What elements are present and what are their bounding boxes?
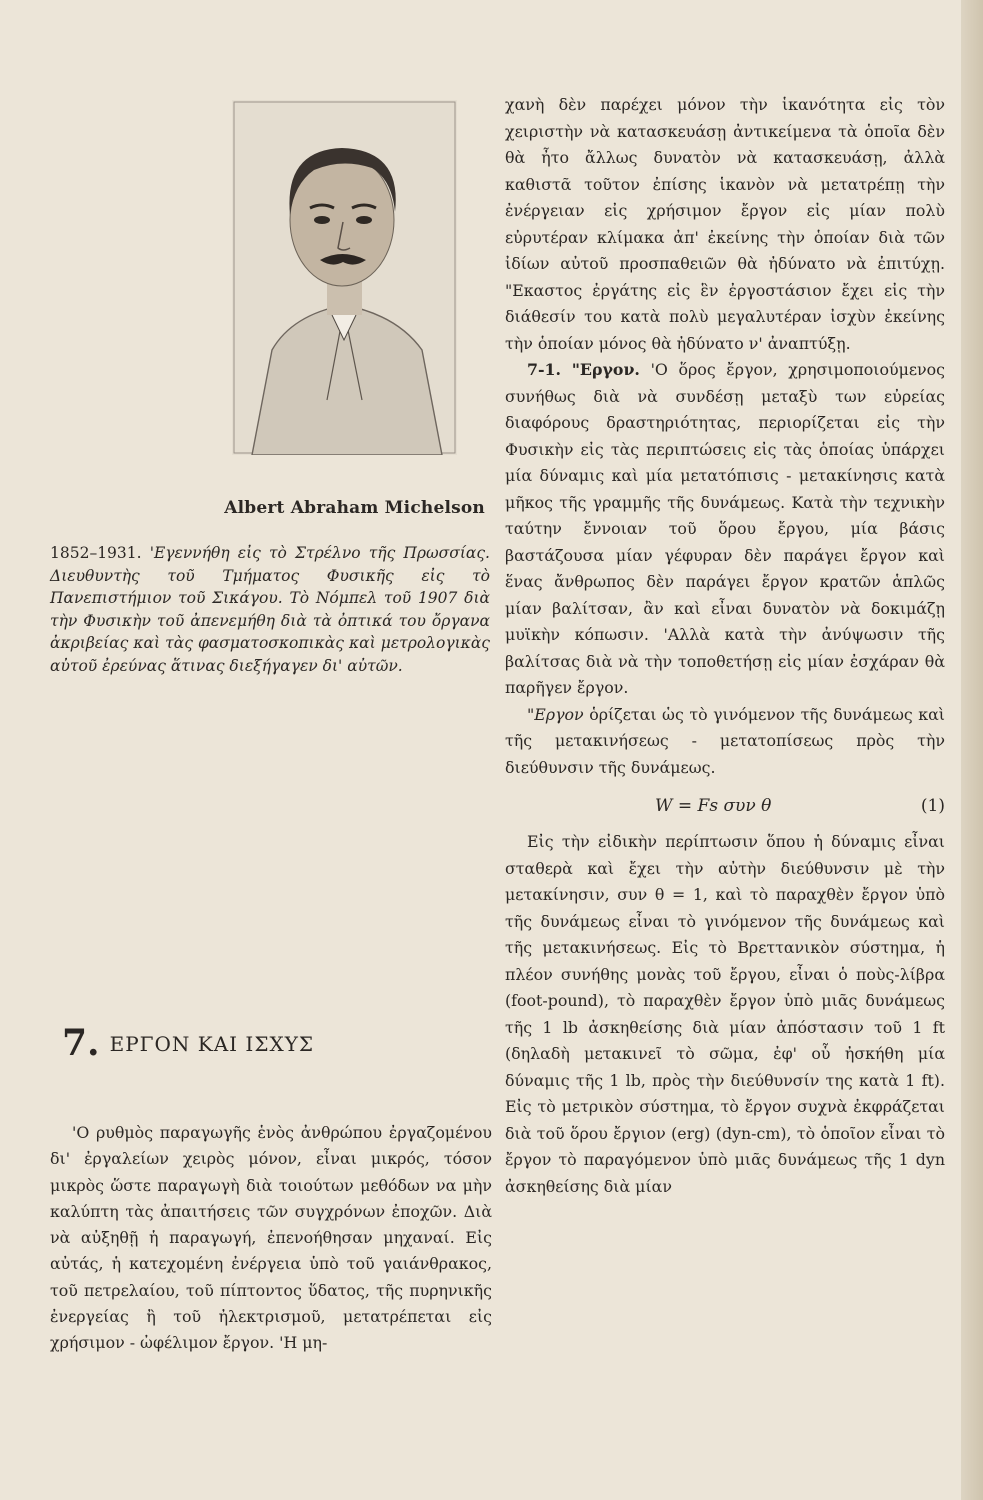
intro-paragraph: 'Ο ρυθμὸς παραγωγῆς ἑνὸς ἀνθρώπου ἐργαζομένου δι' ἐργαλείων χειρὸς μόνον, εἶναι μικρός, τόσον μικρὸς ὥστε παραγωγὴ διὰ τοιούτων μεθόδων να μὴν καλύπτη τὰς ἀπαιτήσεις τῶν συγχρόνων ἐποχῶν. Διὰ νὰ αὐξηθῇ ἡ παραγωγή, ἐπενοήθησαν μηχαναί. Εἰς αὐτάς, ἡ κατεχομένη ἐνέργεια ὑπὸ τοῦ γαιάνθρακος, τοῦ πετρελαίου, τοῦ πίπτοντος ὕδατος, τῆς πυρηνικῆς ἐνεργείας ἢ τοῦ ἠλεκτρισμοῦ, μετατρέπεται εἰς χρήσιμον - ὠφέλιμον ἔργον. 'Η μη- <box>50 1123 492 1353</box>
section-number: 7-1. <box>527 360 562 379</box>
formula-number: (1) <box>920 796 945 816</box>
chapter-heading <box>62 1022 314 1064</box>
work-formula <box>505 781 945 829</box>
photo-caption <box>50 542 490 677</box>
michelson-portrait-photo <box>232 100 457 455</box>
formula-expression: W = Fs συν θ <box>655 796 772 816</box>
chapter-title: ΕΡΓΟΝ ΚΑΙ ΙΣΧΥΣ <box>109 1032 315 1056</box>
section-7-1 <box>505 357 945 702</box>
defined-term: "Εργον <box>527 704 584 724</box>
photo-caption-name: Albert Abraham Michelson <box>224 498 485 518</box>
right-paragraph-1: χανὴ δὲν παρέχει μόνον τὴν ἱκανότητα εἰς τὸν χειριστὴν νὰ κατασκευάσῃ ἀντικείμενα τὰ ὁποῖα δὲν θὰ ἦτο ἄλλως δυνατὸν νὰ κατασκευάσῃ, ἀλλὰ καθιστᾶ τοῦτον ἐπίσης ἱκανὸν νὰ μετατρέπῃ τὴν ἐνέργειαν εἰς χρήσιμον ἔργον εἰς μίαν πολὺ εὐρυτέραν κλίμακα ἀπ' ἐκείνης τὴν ὁποίαν διὰ τῶν ἰδίων αὐτοῦ προσπαθειῶν θὰ ἠδύνατο νὰ ἐπιτύχῃ. "Εκαστος ἐργάτης εἰς ἓν ἐργοστάσιον ἔχει εἰς τὴν διάθεσίν του κατὰ πολὺ μεγαλυτέραν ἰσχὺν ἐκείνης τὴν ὁποίαν μόνος θὰ ἠδύνατο ν' ἀναπτύξῃ. <box>505 95 945 353</box>
definition-paragraph <box>505 702 945 782</box>
intro-paragraph-block <box>50 1120 492 1357</box>
section-heading: "Εργον. <box>571 360 640 379</box>
caption-years: 1852–1931. <box>50 544 142 562</box>
page-edge <box>961 0 983 1500</box>
right-column <box>505 92 945 1200</box>
section-text-b: ὁρίζεται ὡς τὸ γινόμενον τῆς δυνάμεως καὶ τῆς μετακινήσεως - μετατοπίσεως πρὸς τὴν διεύθυνσιν τῆς δυνάμεως. <box>505 704 945 777</box>
section-text-a: 'Ο ὅρος ἔργον, χρησιμοποιούμενος συνήθως διὰ νὰ συνδέσῃ μεταξὺ των εὐρείας διαφόρους δραστηριότητας, περιορίζεται εἰς τὴν Φυσικὴν εἰς τὰς περιπτώσεις εἰς τὰς ὁποίας ὑπάρχει μία δύναμις καὶ μία μετατόπισις - μετακίνησις κατὰ μῆκος τῆς γραμμῆς τῆς δυνάμεως. Κατὰ τὴν τεχνικὴν ταύτην ἔννοιαν τοῦ ὅρου ἔργου, μία βάσις βαστάζουσα μίαν γέφυραν δὲν παράγει ἔργον καὶ ἕνας ἄνθρωπος δὲν παράγει ἔργον κρατῶν ἁπλῶς μίαν βαλίτσαν, ἂν καὶ εἶναι δυνατὸν νὰ δοκιμάζῃ μυϊκὴν κόπωσιν. 'Αλλὰ κατὰ τὴν ἀνύψωσιν τῆς βαλίτσας διὰ νὰ τὴν τοποθετήσῃ εἰς μίαν ἐσχάραν θὰ παρῆγεν ἔργον. <box>505 360 945 697</box>
right-paragraph-2: Εἰς τὴν εἰδικὴν περίπτωσιν ὅπου ἡ δύναμις εἶναι σταθερὰ καὶ ἔχει τὴν αὐτὴν διεύθυνσιν μὲ τὴν μετακίνησιν, συν θ = 1, καὶ τὸ παραχθὲν ἔργον ὑπὸ τῆς δυνάμεως εἶναι τὸ γινόμενον τῆς δυνάμεως καὶ τῆς μετακινήσεως. Εἰς τὸ Βρεττανικὸν σύστημα, ἡ πλέον συνήθης μονὰς τοῦ ἔργου, εἶναι ὁ ποὺς-λίβρα (foot-pound), τὸ παραχθὲν ἔργον ὑπὸ μιᾶς δυνάμεως τῆς 1 lb ἀσκηθείσης διὰ μίαν ἀπόστασιν τοῦ 1 ft (δηλαδὴ μετακινεῖ τὸ σῶμα, ἐφ' οὗ ἠσκήθη μία δύναμις τῆς 1 lb, πρὸς τὴν διεύθυνσίν της κατὰ 1 ft). Εἰς τὸ μετρικὸν σύστημα, τὸ ἔργον συχνὰ ἐκφράζεται διὰ τοῦ ὅρου ἔργιον (erg) (dyn-cm), τὸ ὁποῖον εἶναι τὸ ἔργον τὸ παραγόμενον ὑπὸ μιᾶς δυνάμεως τῆς 1 dyn ἀσκηθείσης διὰ μίαν <box>505 832 945 1196</box>
chapter-number: 7. <box>62 1022 100 1064</box>
caption-text: 'Εγεννήθη εἰς τὸ Στρέλνο τῆς Πρωσσίας. Διευθυντὴς τοῦ Τμήματος Φυσικῆς εἰς τὸ Πανεπιστήμιον τοῦ Σικάγου. Τὸ Νόμπελ τοῦ 1907 διὰ τὴν Φυσικὴν τοῦ ἀπενεμήθη διὰ τὰ ὀπτικά του ὄργανα ἀκριβείας καὶ τὰς φασματοσκοπικὰς καὶ μετρολογικὰς αὐτοῦ ἐρεύνας ἅτινας διεξήγαγεν δι' αὐτῶν. <box>50 544 490 675</box>
